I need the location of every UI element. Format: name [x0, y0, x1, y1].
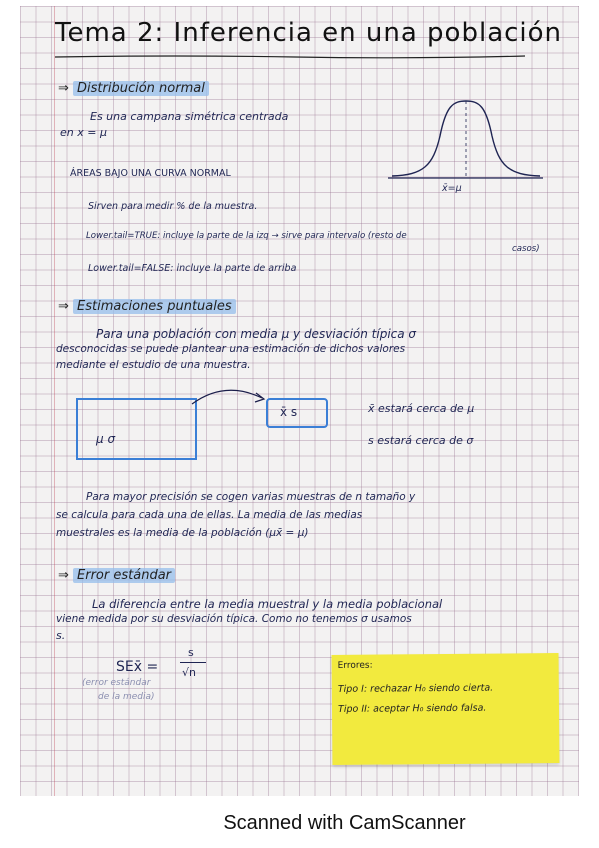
- areas-line1: Sirven para medir % de la muestra.: [88, 201, 258, 212]
- section2-para2: se calcula para cada una de ellas. La media de las medias: [56, 509, 363, 521]
- arrow-icon: ⇒: [58, 568, 74, 583]
- footer-text: Scanned with CamScanner: [223, 812, 466, 834]
- formula-note2: de la media): [98, 692, 155, 702]
- title-underline: [55, 54, 525, 60]
- section-heading-distribucion: [58, 81, 209, 96]
- arrow-icon: ⇒: [58, 299, 74, 314]
- errors-sticky-note: [332, 653, 560, 765]
- normal-curve-diagram: [388, 96, 548, 188]
- areas-line3: Lower.tail=FALSE: incluye la parte de arriba: [88, 263, 297, 274]
- formula-note1: (error estándar: [82, 678, 151, 688]
- section2-line1: Para una población con media μ y desviación típica σ: [96, 327, 417, 341]
- section3-line3: s.: [56, 629, 66, 642]
- margin-line: [54, 6, 55, 796]
- page-title: Tema 2: Inferencia en una población: [55, 18, 563, 48]
- section2-line3: mediante el estudio de una muestra.: [56, 359, 251, 371]
- section2-para3: muestrales es la media de la población (μx̄ = μ): [56, 527, 309, 539]
- section-heading-error: [58, 568, 175, 583]
- errors-title: Errores:: [337, 660, 373, 671]
- curve-label: x̄=μ: [442, 183, 462, 194]
- xbar-note: x̄ estará cerca de μ: [368, 402, 475, 415]
- areas-line2b: casos): [512, 244, 540, 254]
- formula-numerator: s: [188, 646, 194, 659]
- areas-line2: Lower.tail=TRUE: incluye la parte de la izq → sirve para intervalo (resto de: [86, 231, 407, 241]
- fraction-bar: [180, 662, 206, 663]
- notebook-page: [20, 6, 579, 796]
- section2-para1: Para mayor precisión se cogen varias muestras de n tamaño y: [86, 491, 416, 503]
- areas-title: ÁREAS BAJO UNA CURVA NORMAL: [70, 168, 231, 179]
- section3-line1: La diferencia entre la media muestral y la media poblacional: [92, 597, 443, 611]
- section1-line2: en x = μ: [60, 126, 107, 139]
- population-box: [76, 398, 197, 460]
- arrow-diagram: [190, 384, 270, 414]
- camscanner-footer: [0, 812, 599, 835]
- population-params: μ σ: [96, 432, 116, 446]
- section3-line2: viene medida por su desviación típica. Como no tenemos σ usamos: [56, 613, 412, 625]
- errors-type1: Tipo I: rechazar H₀ siendo cierta.: [337, 682, 494, 695]
- section1-line1: Es una campana simétrica centrada: [90, 110, 289, 123]
- errors-type2: Tipo II: aceptar H₀ siendo falsa.: [337, 702, 487, 715]
- section-heading-estimaciones: [58, 299, 236, 314]
- s-note: s estará cerca de σ: [368, 434, 474, 447]
- section1-heading-text: Distribución normal: [73, 81, 209, 96]
- formula-left: SEx̄ =: [116, 659, 159, 675]
- sample-params: x̄ s: [280, 405, 298, 419]
- section2-heading-text: Estimaciones puntuales: [73, 299, 236, 314]
- section2-line2: desconocidas se puede plantear una estimación de dichos valores: [56, 343, 406, 355]
- section3-heading-text: Error estándar: [73, 568, 175, 583]
- formula-denominator: √n: [182, 666, 196, 679]
- arrow-icon: ⇒: [58, 81, 74, 96]
- sample-box: [266, 398, 328, 428]
